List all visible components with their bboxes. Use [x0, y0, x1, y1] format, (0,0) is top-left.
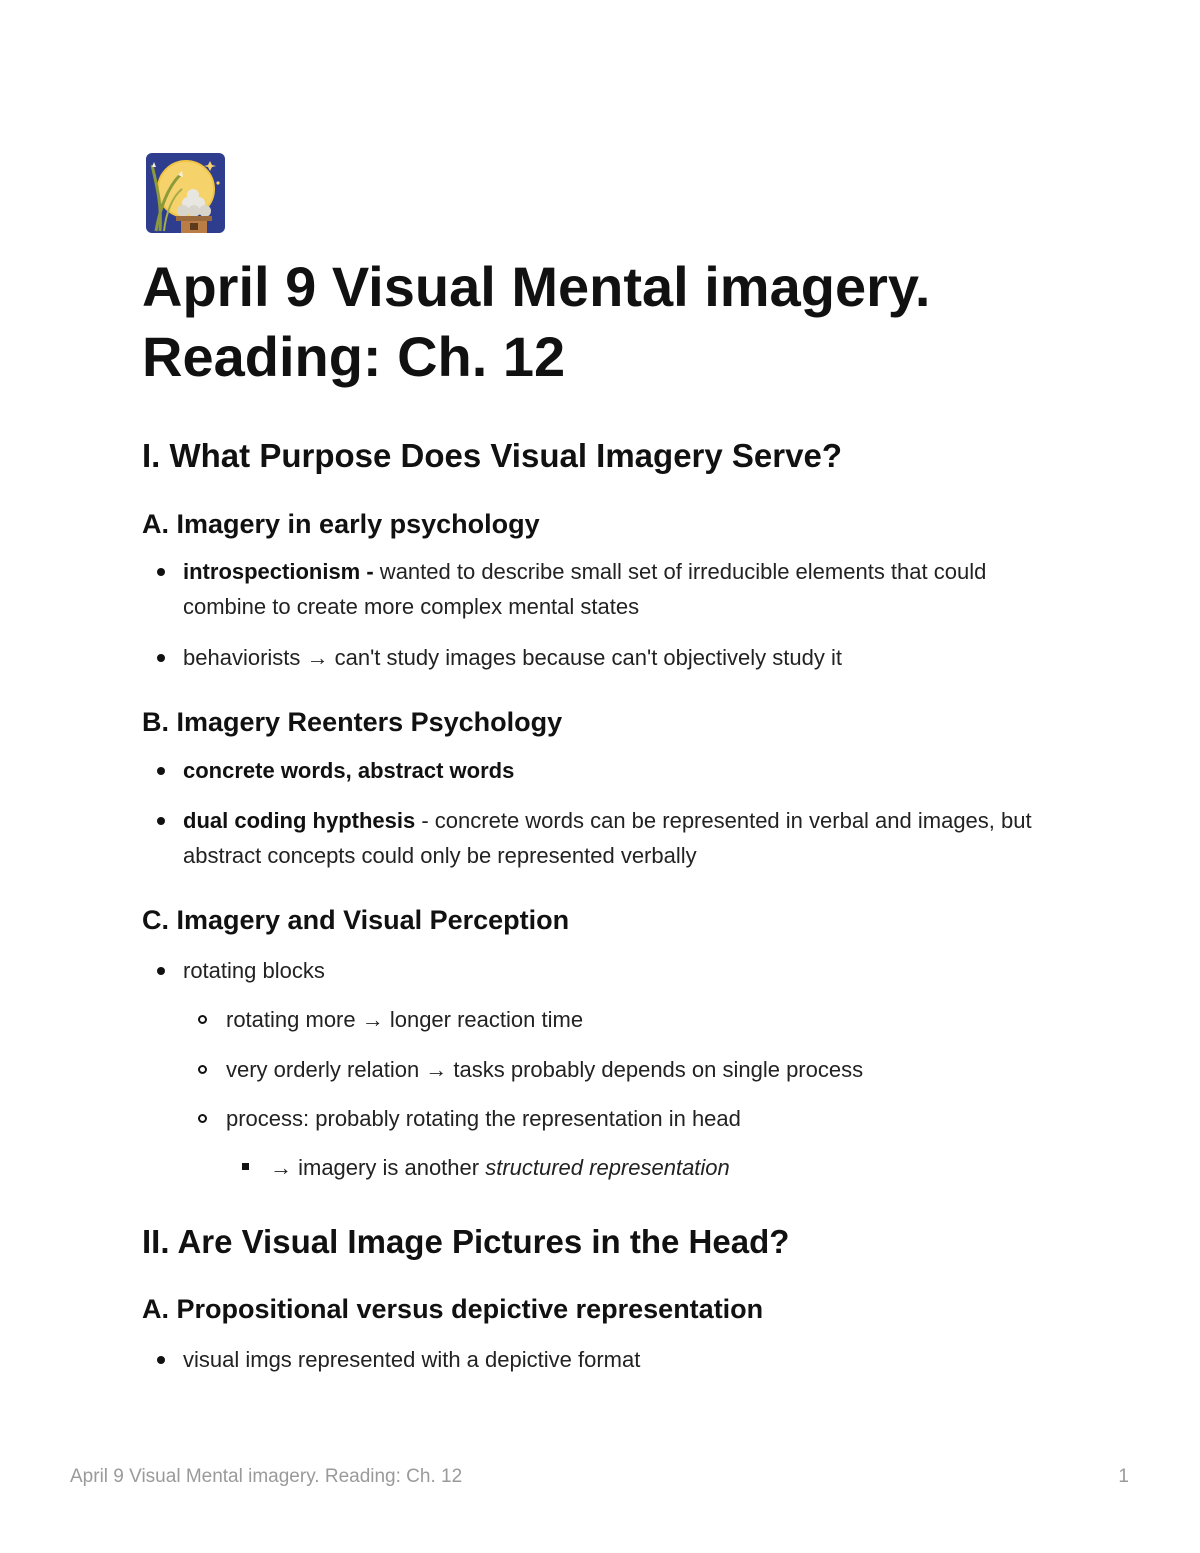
list-item: rotating more → longer reaction time [226, 1007, 584, 1032]
page-title [142, 252, 1102, 392]
list-item: very orderly relation → tasks probably depends on single process [226, 1057, 864, 1082]
moon-viewing-icon [146, 153, 225, 233]
bullet-circle-icon [198, 1015, 207, 1024]
term-bold: introspectionism - [183, 559, 374, 584]
bullet-disc-icon [157, 568, 165, 576]
list-item: visual imgs represented with a depictive format [183, 1347, 641, 1372]
list-item [183, 803, 1063, 873]
term-bold: concrete words, abstract words [183, 758, 515, 783]
subsection-heading: A. Imagery in early psychology [142, 509, 540, 539]
list-item [183, 554, 1063, 624]
item-text: → imagery is another [270, 1155, 486, 1180]
page-number: 1 [1118, 1466, 1129, 1487]
bullet-disc-icon [157, 654, 165, 662]
bullet-square-icon [242, 1163, 249, 1170]
title-line-2: Reading: Ch. 12 [142, 325, 566, 388]
section-heading: II. Are Visual Image Pictures in the Head? [142, 1223, 790, 1260]
subsection-heading: A. Propositional versus depictive representation [142, 1294, 764, 1324]
item-text-italic: structured representation [485, 1155, 730, 1180]
item-text: - concrete words can be represented in verbal and images, but abstract concepts could only be represented verbally [183, 808, 1032, 868]
list-item: rotating blocks [183, 958, 325, 983]
bullet-disc-icon [157, 967, 165, 975]
term-bold: dual coding hypthesis [183, 808, 416, 833]
subsection-heading: C. Imagery and Visual Perception [142, 905, 570, 935]
bullet-circle-icon [198, 1065, 207, 1074]
list-item [183, 753, 1063, 788]
subsection-heading: B. Imagery Reenters Psychology [142, 707, 563, 737]
list-item: behaviorists → can't study images because can't objectively study it [183, 645, 842, 670]
list-item: process: probably rotating the representation in head [226, 1106, 741, 1131]
section-heading: I. What Purpose Does Visual Imagery Serve? [142, 437, 842, 474]
bullet-circle-icon [198, 1114, 207, 1123]
item-text: wanted to describe small set of irreducible elements that could combine to create more complex mental states [183, 559, 987, 619]
title-line-1: April 9 Visual Mental imagery. [142, 255, 931, 318]
bullet-disc-icon [157, 817, 165, 825]
bullet-disc-icon [157, 1356, 165, 1364]
footer-title: April 9 Visual Mental imagery. Reading: Ch. 12 [70, 1466, 463, 1487]
list-item [270, 1150, 1070, 1185]
bullet-disc-icon [157, 767, 165, 775]
